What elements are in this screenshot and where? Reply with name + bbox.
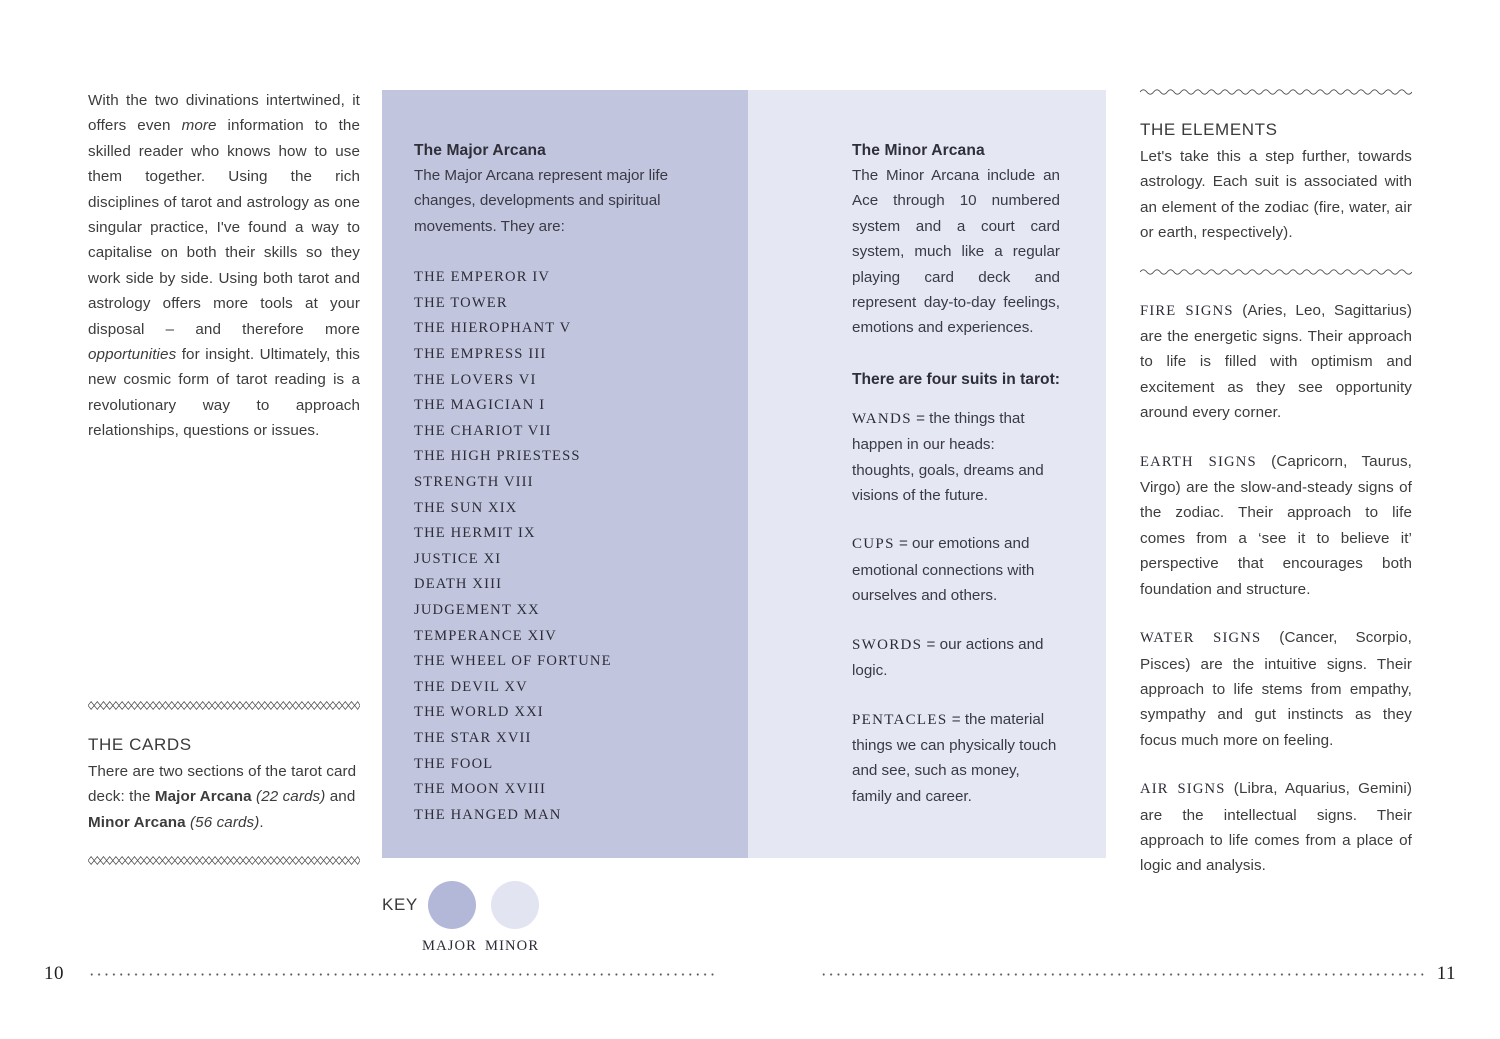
diamond-divider-top-icon (88, 700, 360, 711)
intro-text-1: With the two divinations intertwined, it offers even (88, 92, 360, 135)
major-arcana-column (414, 138, 716, 828)
element-sign-name: FIRE SIGNS (1140, 302, 1234, 319)
cards-minor-count: (56 cards) (185, 813, 260, 831)
major-arcana-card: THE HIEROPHANT V (414, 320, 572, 337)
major-arcana-card: THE EMPRESS III (414, 346, 547, 362)
major-arcana-card: THE HERMIT IX (414, 525, 536, 542)
major-arcana-heading: The Major Arcana (414, 142, 546, 159)
suit-entry (852, 406, 1060, 509)
major-arcana-card: JUDGEMENT XX (414, 601, 540, 618)
minor-arcana-heading: The Minor Arcana (852, 142, 985, 159)
minor-arcana-intro: The Minor Arcana include an Ace through 10 numbered system and a court card system, much like a regular playing card deck and represent day-to-day feelings, emotions and experiences. (852, 167, 1060, 337)
suit-list (852, 406, 1060, 809)
major-arcana-card: THE HANGED MAN (414, 806, 562, 823)
elements-heading: THE ELEMENTS (1140, 120, 1278, 139)
the-cards-block (88, 700, 360, 866)
cards-major-arcana-label: Major Arcana (154, 788, 252, 806)
major-arcana-card: THE DEVIL XV (414, 678, 528, 695)
intro-text-3: for insight. Ultimately, this new cosmic form of tarot reading is a revolutionary way to approach relationships, questions or issues. (88, 346, 360, 440)
footer-rule-right (820, 973, 1428, 976)
footer-rule-left (88, 973, 716, 976)
element-sign-entry (1140, 776, 1412, 879)
intro-text-2: information to the skilled reader who knows how to use them together. Using the rich disciplines of tarot and astrology as one singular practice, I've found a way to capitalise on both their skills so they work side by side. Using both tarot and astrology offers more tools at your disposal – and therefore more (88, 117, 360, 338)
element-sign-description: (Libra, Aquarius, Gemini) are the intellectual signs. Their approach to life comes from a place of logic and analysis. (1140, 780, 1412, 875)
intro-paragraph (88, 88, 360, 444)
suit-description: = the things that happen in our heads: thoughts, goals, dreams and visions of the future. (852, 409, 1044, 505)
cards-text-3: and (325, 788, 356, 806)
intro-column (88, 88, 360, 444)
suit-description: = our actions and logic. (852, 635, 1044, 680)
element-sign-entry (1140, 625, 1412, 753)
suits-heading: There are four suits in tarot: (852, 370, 1060, 388)
major-arcana-card: THE WHEEL OF FORTUNE (414, 653, 612, 670)
wave-divider-top-icon (1140, 86, 1412, 98)
suit-name: SWORDS (852, 636, 923, 653)
suit-name: PENTACLES (852, 711, 948, 728)
element-sign-name: EARTH SIGNS (1140, 453, 1257, 470)
major-arcana-card: THE EMPEROR IV (414, 269, 551, 286)
key-swatch-minor (491, 881, 539, 929)
element-sign-name: AIR SIGNS (1140, 781, 1226, 798)
major-arcana-card: THE LOVERS VI (414, 371, 537, 388)
major-arcana-card: DEATH XIII (414, 576, 503, 593)
intro-emphasis-opportunities: opportunities (88, 346, 177, 364)
cards-text-1: There are two sections of the tarot card deck: the (88, 763, 357, 806)
element-sign-description: (Cancer, Scorpio, Pisces) are the intuitive signs. Their approach to life stems from empathy, sympathy and gut instincts as they focus much more on feeling. (1140, 629, 1412, 749)
suit-entry (852, 632, 1060, 684)
major-arcana-card-list (414, 265, 716, 828)
page-number-left: 10 (44, 963, 64, 984)
element-sign-entry (1140, 298, 1412, 426)
intro-emphasis-more: more (181, 117, 217, 135)
element-sign-description: (Capricorn, Taurus, Virgo) are the slow-and-steady signs of the zodiac. Their approach to life comes from a ‘see it to believe it’ perspective that encourages both foundation and structure. (1140, 452, 1412, 598)
the-cards-paragraph (88, 759, 360, 835)
suit-name: CUPS (852, 536, 895, 553)
suit-name: WANDS (852, 410, 912, 427)
major-arcana-card: TEMPERANCE XIV (414, 627, 557, 644)
major-arcana-card: THE SUN XIX (414, 499, 518, 516)
diamond-divider-bottom-icon (88, 855, 360, 866)
elements-intro: Let's take this a step further, towards astrology. Each suit is associated with an element of the zodiac (fire, water, air or earth, respectively). (1140, 148, 1412, 242)
key-label: KEY (382, 895, 418, 914)
page-number-right: 11 (1436, 963, 1456, 984)
key-legend (382, 878, 582, 968)
cards-major-count: (22 cards) (251, 788, 326, 806)
minor-arcana-column (852, 138, 1060, 832)
element-sign-list (1140, 298, 1412, 879)
key-swatch-major (428, 881, 476, 929)
major-arcana-card: STRENGTH VIII (414, 473, 534, 490)
elements-column (1140, 86, 1412, 902)
major-arcana-card: THE TOWER (414, 294, 508, 311)
major-arcana-card: THE FOOL (414, 755, 494, 772)
element-sign-description: (Aries, Leo, Sagittarius) are the energetic signs. Their approach to life is filled with optimism and excitement as they see opportunity around every corner. (1140, 301, 1412, 422)
element-sign-entry (1140, 449, 1412, 602)
cards-text-5: . (259, 813, 264, 831)
major-arcana-card: THE HIGH PRIESTESS (414, 448, 581, 465)
cards-minor-arcana-label: Minor Arcana (88, 813, 186, 831)
major-arcana-card: THE MOON XVIII (414, 781, 547, 798)
suit-entry (852, 707, 1060, 810)
the-cards-heading: THE CARDS (88, 735, 192, 754)
major-arcana-card: JUSTICE XI (414, 550, 502, 567)
major-arcana-card: THE CHARIOT VII (414, 422, 552, 439)
major-arcana-intro: The Major Arcana represent major life changes, developments and spiritual movements. They are: (414, 167, 669, 235)
element-sign-name: WATER SIGNS (1140, 630, 1262, 647)
suit-description: = the material things we can physically touch and see, such as money, family and career. (852, 710, 1057, 805)
major-arcana-card: THE WORLD XXI (414, 704, 544, 721)
key-caption-minor: MINOR (485, 938, 540, 954)
major-arcana-card: THE MAGICIAN I (414, 397, 546, 414)
key-caption-major: MAJOR (422, 938, 477, 954)
wave-divider-bottom-icon (1140, 266, 1412, 278)
major-arcana-card: THE STAR XVII (414, 729, 532, 746)
suit-description: = our emotions and emotional connections with ourselves and others. (852, 535, 1035, 605)
suit-entry (852, 531, 1060, 608)
